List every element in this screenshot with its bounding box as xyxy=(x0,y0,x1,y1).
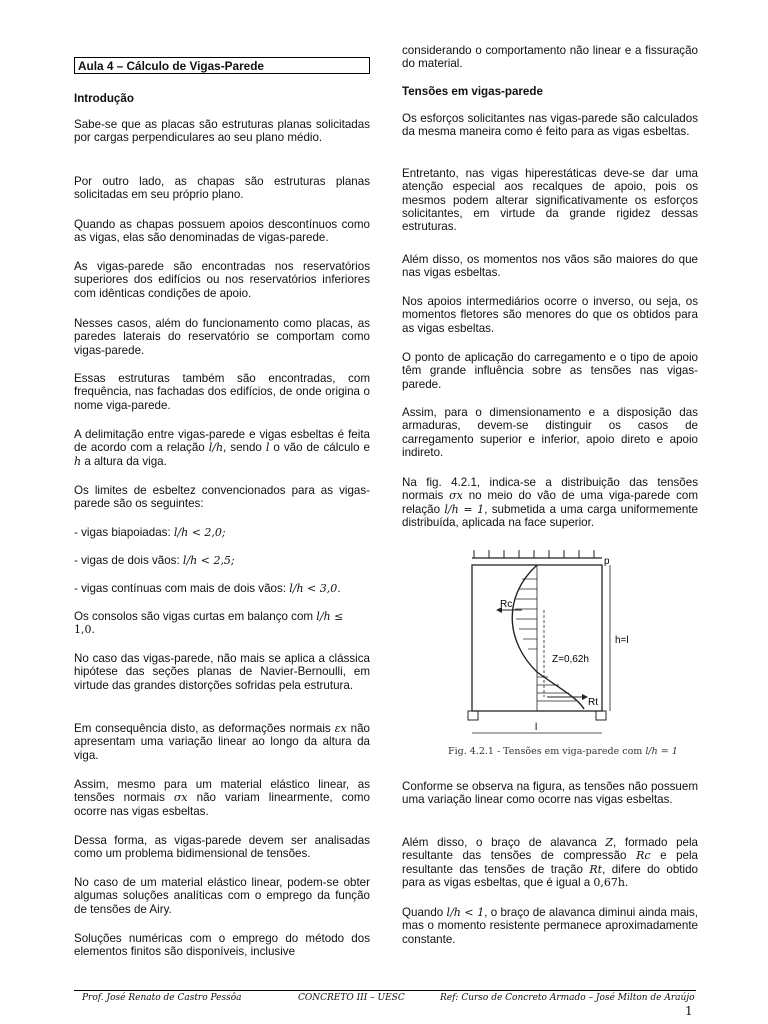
paragraph: Conforme se observa na figura, as tensões não possuem uma variação linear como ocorre nas vigas esbeltas. xyxy=(402,780,698,807)
paragraph: - vigas biapoiadas: l/h < 2,0; xyxy=(74,526,226,539)
paragraph: Além disso, os momentos nos vãos são maiores do que nas vigas esbeltas. xyxy=(402,253,698,280)
height-label: h=l xyxy=(615,635,629,646)
footer-author: Prof. José Renato de Castro Pessôa xyxy=(82,993,242,1003)
lever-arm-label: Z=0,62h xyxy=(552,654,589,665)
paragraph: Assim, mesmo para um material elástico linear, as tensões normais σx não variam linearmente, como ocorre nas vigas esbeltas. xyxy=(74,778,370,818)
paragraph: Quando as chapas possuem apoios descontínuos como as vigas, elas são denominadas de vigas-parede. xyxy=(74,218,370,245)
paragraph: Os consolos são vigas curtas em balanço com l/h ≤ 1,0. xyxy=(74,610,344,637)
lesson-title: Aula 4 – Cálculo de Vigas-Parede xyxy=(74,57,370,74)
figure-caption: Fig. 4.2.1 - Tensões em viga-parede com l/h = 1 xyxy=(448,746,678,757)
paragraph: considerando o comportamento não linear e a fissuração do material. xyxy=(402,44,698,71)
paragraph: Assim, para o dimensionamento e a disposição das armaduras, devem-se distinguir os casos de carregamento superior e inferior, apoio direto e apoio indireto. xyxy=(402,406,698,459)
paragraph: Na fig. 4.2.1, indica-se a distribuição das tensões normais σx no meio do vão de uma viga-parede com relação l/h = 1, submetida a uma carga uniformemente distribuída, aplicada na face superior. xyxy=(402,476,699,529)
paragraph: Entretanto, nas vigas hiperestáticas deve-se dar uma atenção especial aos recalques de apoio, pois os mesmos podem alterar significativamente os esforços solicitantes, em virtude da grande rigidez dessas estruturas. xyxy=(402,167,698,234)
footer-course: CONCRETO III – UESC xyxy=(298,993,405,1003)
section-heading: Tensões em vigas-parede xyxy=(402,85,543,98)
paragraph: No caso das vigas-parede, não mais se aplica a clássica hipótese das seções planas de Navier-Bernoulli, em virtude das grandes distorções sofridas pela estrutura. xyxy=(74,652,370,692)
paragraph: Além disso, o braço de alavanca Z, formado pela resultante das tensões de compressão Rc e pela resultante das tensões de tração Rt, difere do obtido para as vigas esbeltas, que é igual a 0,67h. xyxy=(402,836,698,889)
paragraph: No caso de um material elástico linear, podem-se obter algumas soluções analíticas com o emprego da função de tensões de Airy. xyxy=(74,876,370,916)
paragraph: Soluções numéricas com o emprego do método dos elementos finitos são disponíveis, inclusive xyxy=(74,932,370,959)
paragraph: Em consequência disto, as deformações normais εx não apresentam uma variação linear ao longo da altura da viga. xyxy=(74,722,370,762)
footer-reference: Ref: Curso de Concreto Armado – José Milton de Araújo xyxy=(440,993,695,1003)
page-number: 1 xyxy=(685,1004,693,1018)
span-label: l xyxy=(535,722,538,733)
paragraph: A delimitação entre vigas-parede e vigas esbeltas é feita de acordo com a relação l/h, sendo l o vão de cálculo e h a altura da viga. xyxy=(74,428,370,468)
paragraph: Quando l/h < 1, o braço de alavanca diminui ainda mais, mas o momento resistente permanece aproximadamente constante. xyxy=(402,906,698,946)
intro-heading: Introdução xyxy=(74,92,134,105)
paragraph: Por outro lado, as chapas são estruturas planas solicitadas em seu próprio plano. xyxy=(74,175,370,202)
footer-divider xyxy=(74,990,696,991)
paragraph: Os esforços solicitantes nas vigas-parede são calculados da mesma maneira como é feito para as vigas esbeltas. xyxy=(402,112,698,139)
rt-label: Rt xyxy=(588,697,598,708)
rc-label: Rc xyxy=(500,599,513,610)
paragraph: Nos apoios intermediários ocorre o inverso, ou seja, os momentos fletores são menores do que os obtidos para as vigas esbeltas. xyxy=(402,295,698,335)
paragraph: - vigas contínuas com mais de dois vãos: l/h < 3,0. xyxy=(74,582,341,595)
paragraph: - vigas de dois vãos: l/h < 2,5; xyxy=(74,554,235,567)
paragraph: Nesses casos, além do funcionamento como placas, as paredes laterais do reservatório se comportam como vigas-parede. xyxy=(74,317,370,357)
paragraph: As vigas-parede são encontradas nos reservatórios superiores dos edifícios ou nos reservatórios inferiores com idênticas condições de apoio. xyxy=(74,260,370,300)
stress-diagram-figure xyxy=(462,547,656,743)
paragraph: Os limites de esbeltez convencionados para as vigas-parede são os seguintes: xyxy=(74,484,370,511)
paragraph: Essas estruturas também são encontradas, com frequência, nas fachadas dos edifícios, de onde origina o nome viga-parede. xyxy=(74,372,370,412)
paragraph: Dessa forma, as vigas-parede devem ser analisadas como um problema bidimensional de tensões. xyxy=(74,834,370,861)
load-label: p xyxy=(604,556,610,567)
paragraph: O ponto de aplicação do carregamento e o tipo de apoio têm grande influência sobre as tensões nas vigas-parede. xyxy=(402,351,698,391)
paragraph: Sabe-se que as placas são estruturas planas solicitadas por cargas perpendiculares ao seu plano médio. xyxy=(74,118,370,145)
